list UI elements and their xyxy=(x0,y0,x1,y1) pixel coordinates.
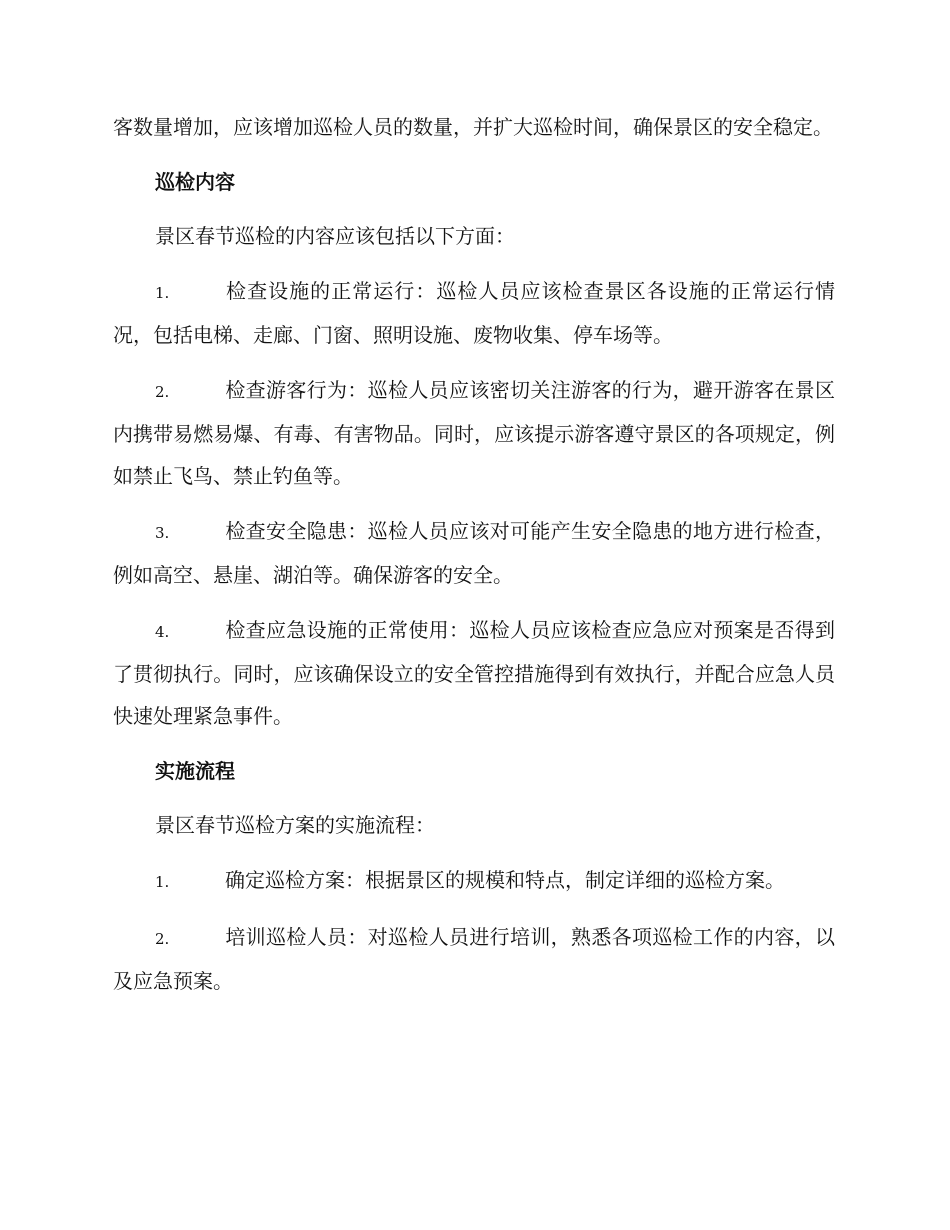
list-item-number: 3. xyxy=(155,524,170,542)
document-body xyxy=(113,106,835,1015)
list-item-number: 4. xyxy=(155,623,170,641)
section-heading-process: 实施流程 xyxy=(155,759,235,783)
list-item xyxy=(113,510,835,596)
list-item-number: 1. xyxy=(155,873,170,891)
list-item xyxy=(113,270,835,356)
continuation-paragraph: 客数量增加，应该增加巡检人员的数量，并扩大巡检时间，确保景区的安全稳定。 xyxy=(113,115,833,139)
list-item-text: 检查应急设施的正常使用：巡检人员应该检查应急应对预案是否得到了贯彻执行。同时，应该确保设立的安全管控措施得到有效执行，并配合应急人员快速处理紧急事件。 xyxy=(113,618,835,728)
list-item-text: 培训巡检人员：对巡检人员进行培训，熟悉各项巡检工作的内容，以及应急预案。 xyxy=(113,925,835,993)
list-item-number: 1. xyxy=(155,284,170,302)
list-item-number: 2. xyxy=(155,383,170,401)
list-item-number: 2. xyxy=(155,930,170,948)
list-item xyxy=(113,859,835,903)
list-item-text: 确定巡检方案：根据景区的规模和特点，制定详细的巡检方案。 xyxy=(225,868,785,892)
list-item-text: 检查游客行为：巡检人员应该密切关注游客的行为，避开游客在景区内携带易燃易爆、有毒、有害物品。同时，应该提示游客遵守景区的各项规定，例如禁止飞鸟、禁止钓鱼等。 xyxy=(113,378,835,488)
section-heading-content: 巡检内容 xyxy=(155,170,235,194)
section-intro-process: 景区春节巡检方案的实施流程： xyxy=(155,813,435,837)
list-item xyxy=(113,609,835,737)
list-item xyxy=(113,369,835,497)
list-item xyxy=(113,916,835,1002)
list-item-text: 检查安全隐患：巡检人员应该对可能产生安全隐患的地方进行检查，例如高空、悬崖、湖泊等。确保游客的安全。 xyxy=(113,519,835,587)
section-intro-content: 景区春节巡检的内容应该包括以下方面： xyxy=(155,224,515,248)
list-item-text: 检查设施的正常运行：巡检人员应该检查景区各设施的正常运行情况，包括电梯、走廊、门窗、照明设施、废物收集、停车场等。 xyxy=(113,279,835,347)
